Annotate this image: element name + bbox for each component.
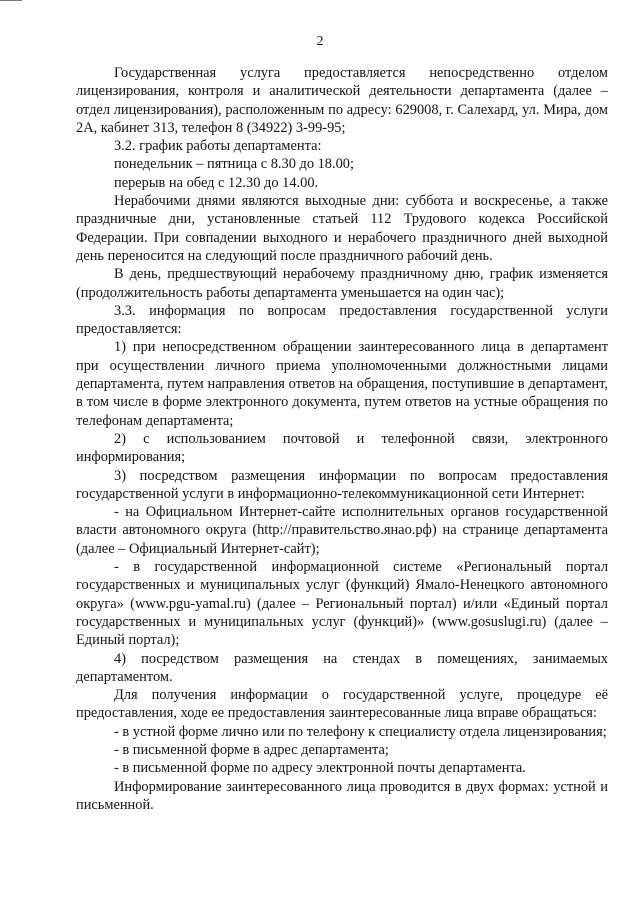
paragraph-pre-holiday: В день, предшествующий нерабочему праздничному дню, график изменяется (продолжительность работы департамента уменьшается на один час); (76, 266, 608, 301)
paragraph-information-heading: 3.3. информация по вопросам предоставления государственной услуги предоставляется: (76, 302, 608, 338)
paragraph-working-hours: понедельник – пятница с 8.30 до 18.00; (114, 156, 354, 173)
scan-corner-mark (0, 0, 22, 4)
paragraph-item-2: 2) с использованием почтовой и телефонной связи, электронного информирования; (76, 430, 608, 466)
paragraph-service-provider: Государственная услуга предоставляется непосредственно отделом лицензирования, контроля и аналитической деятельности департамента (далее – отдел лицензирования), расположенным по адресу: 629008, г. Салехард, ул. Мира, дом 2А, кабинет 313, телефон 8 (34922) 3-99-95; (76, 65, 608, 136)
paragraph-lunch-break: перерыв на обед с 12.30 до 14.00. (114, 174, 319, 191)
paragraph-item-3: 3) посредством размещения информации по вопросам предоставления государственной услуги в информационно-телекоммуникационной сети Интернет: (76, 467, 608, 502)
paragraph-schedule-heading: 3.2. график работы департамента: (114, 138, 322, 155)
paragraph-email-form: - в письменной форме по адресу электронной почты департамента. (114, 760, 526, 777)
page-number: 2 (316, 34, 324, 49)
paragraph-how-to-obtain: Для получения информации о государственной услуге, процедуре её предоставления, ходе ее предоставления заинтересованные лица вправе обращаться: (76, 687, 608, 722)
paragraph-non-working-days: Нерабочими днями являются выходные дни: суббота и воскресенье, а также праздничные дни, установленные статьей 112 Трудового кодекса Российской Федерации. При совпадении выходного и нерабочего праздничного дней выходной день переносится на следующий после праздничного рабочий день. (76, 193, 608, 264)
paragraph-portals: - в государственной информационной системе «Региональный портал государственных и муниципальных услуг (функций) Ямало-Ненецкого автономного округа» (www.pgu-yamal.ru) (далее – Региональный портал) и/или «Единый портал государственных и муниципальных услуг (функций)» (www.gosuslugi.ru) (далее – Единый портал); (76, 559, 608, 649)
paragraph-oral-form: - в устной форме лично или по телефону к специалисту отдела лицензирования; (114, 723, 607, 740)
paragraph-item-4: 4) посредством размещения на стендах в помещениях, занимаемых департаментом. (76, 650, 608, 685)
paragraph-item-1: 1) при непосредственном обращении заинтересованного лица в департамент при осуществлении личного приема уполномоченными должностными лицами департамента, путем направления ответов на обращения, поступившие в департамент, в том числе в форме электронного документа, путем ответов на устные обращения по телефонам департамента; (76, 339, 608, 429)
document-body (76, 64, 608, 814)
paragraph-informing-forms: Информирование заинтересованного лица проводится в двух формах: устной и письменной. (76, 778, 608, 813)
paragraph-official-site: - на Официальном Интернет-сайте исполнительных органов государственной власти автономного округа (http://правительство.янао.рф) на странице департамента (далее – Официальный Интернет-сайт); (76, 504, 608, 557)
paragraph-written-form: - в письменной форме в адрес департамента; (114, 741, 389, 758)
